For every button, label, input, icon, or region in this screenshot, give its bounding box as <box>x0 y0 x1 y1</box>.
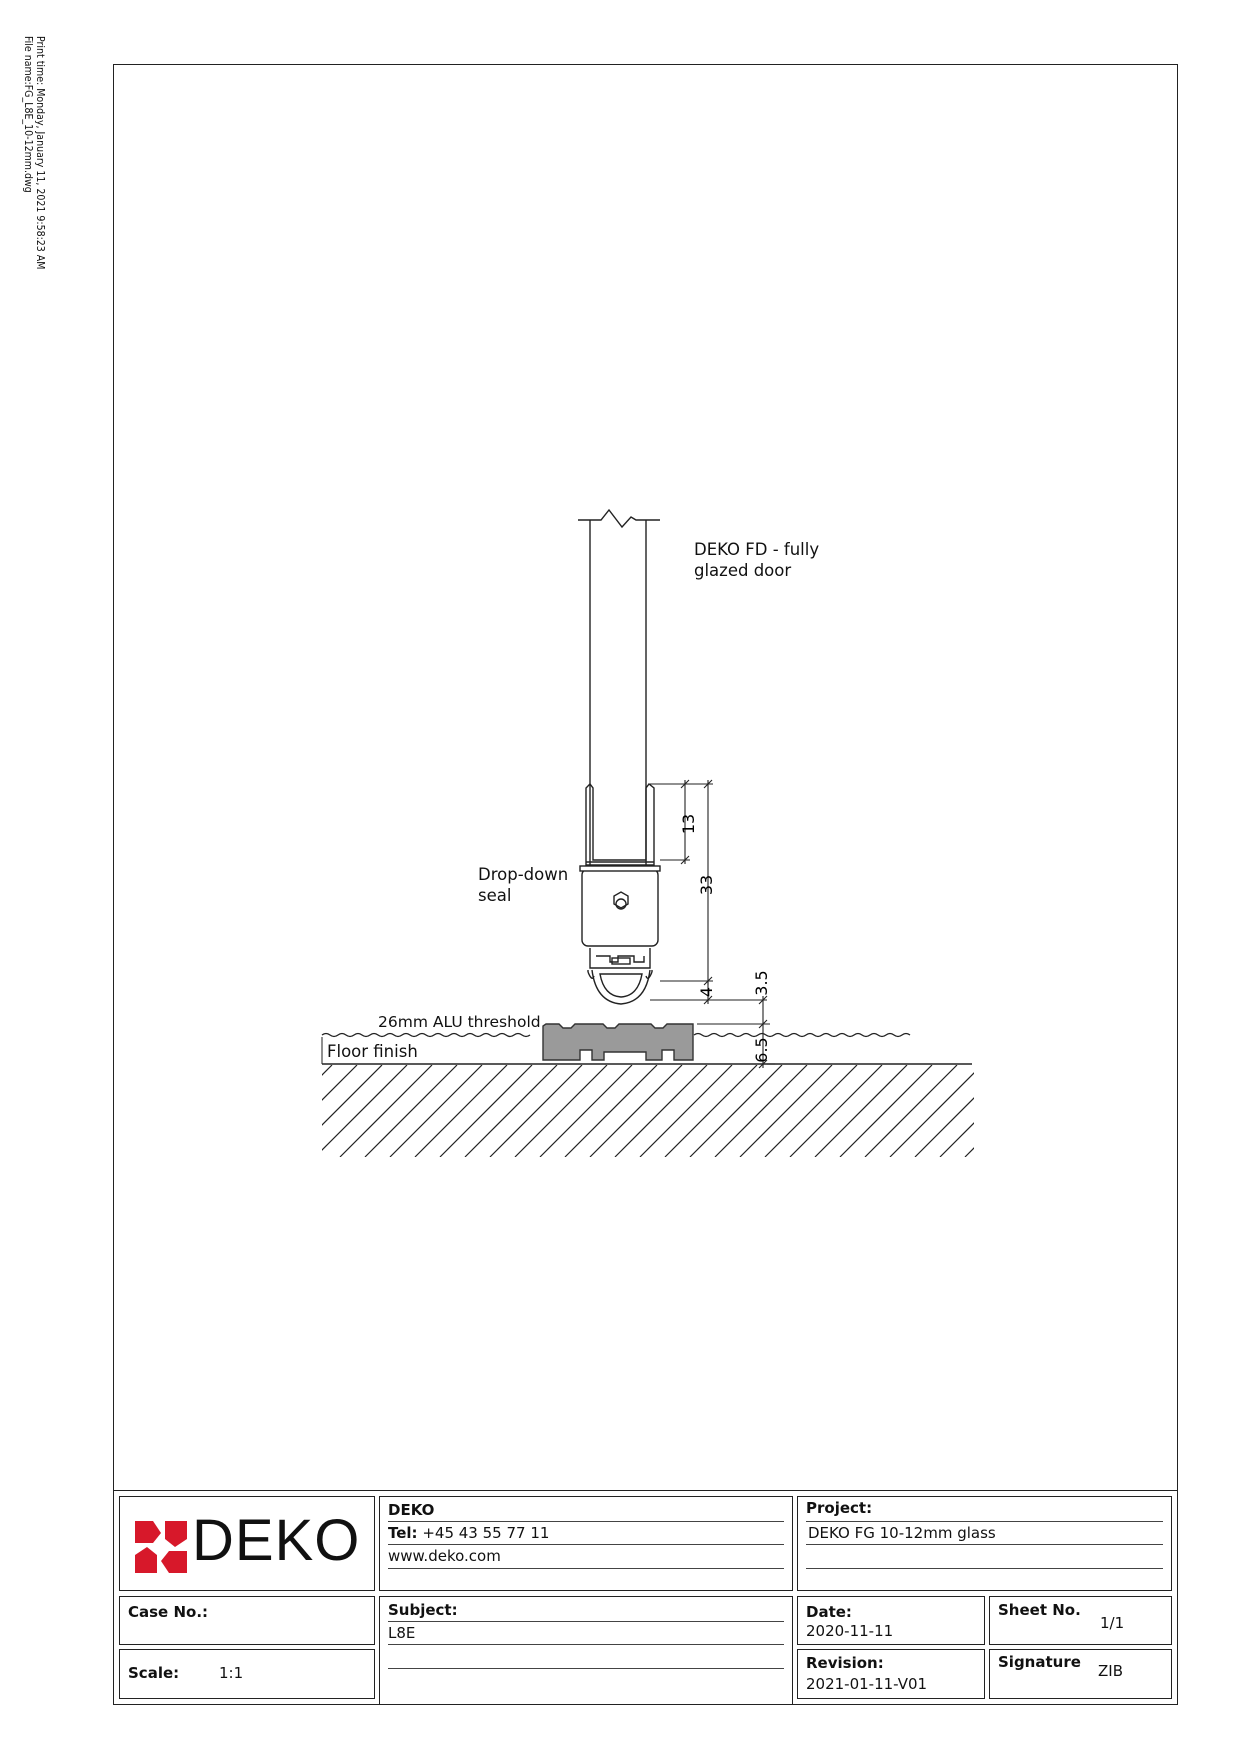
project-value: DEKO FG 10-12mm glass <box>808 1524 996 1542</box>
door-label <box>694 539 819 581</box>
subject-cell <box>379 1596 793 1705</box>
deko-logo-icon <box>135 1521 187 1573</box>
file-name-text: File name:FG_L8E_10-12mm.dwg <box>22 36 34 193</box>
subject-label: Subject: <box>388 1601 458 1619</box>
hatch-line <box>615 1065 707 1157</box>
signature-cell <box>989 1649 1172 1699</box>
revision-label: Revision: <box>806 1654 884 1672</box>
hatch-line <box>890 1065 982 1157</box>
phone-line <box>388 1524 549 1542</box>
alu-threshold <box>543 1024 693 1060</box>
door-label-line2: glazed door <box>694 561 792 580</box>
sheet-no-value: 1/1 <box>1100 1614 1125 1632</box>
hatch-line <box>790 1065 882 1157</box>
dim-13-text: 13 <box>679 813 698 835</box>
hatch-line <box>290 1065 382 1157</box>
hatch-line <box>465 1065 557 1157</box>
hatch-line <box>915 1065 1007 1157</box>
hatch-line <box>440 1065 532 1157</box>
hatch-line <box>1040 1065 1132 1157</box>
floor-finish-left <box>322 1034 530 1037</box>
hatch-line <box>565 1065 657 1157</box>
hatch-line <box>715 1065 807 1157</box>
hatch-line <box>415 1065 507 1157</box>
tel-label: Tel: <box>388 1524 418 1542</box>
hatch-line <box>590 1065 682 1157</box>
hatch-line <box>690 1065 782 1157</box>
print-time-text: Print time: Monday, January 11, 2021 9:58:23 AM <box>34 36 46 270</box>
sheet-no-cell <box>989 1596 1172 1645</box>
hatch-line <box>840 1065 932 1157</box>
hatch-line <box>265 1065 357 1157</box>
company-cell <box>379 1496 793 1591</box>
hatch-line <box>665 1065 757 1157</box>
hatch-line <box>365 1065 457 1157</box>
hatch-line <box>940 1065 1032 1157</box>
logo-text: DEKO <box>192 1508 361 1573</box>
date-label: Date: <box>806 1603 852 1621</box>
hatch-line <box>1015 1065 1107 1157</box>
case-no-cell <box>119 1596 375 1645</box>
signature-label: Signature <box>998 1653 1081 1671</box>
hatch-line <box>865 1065 957 1157</box>
hatch-line <box>540 1065 632 1157</box>
dim-3-5-text: 3.5 <box>752 970 771 996</box>
seal-label <box>478 864 568 906</box>
dim-4-text: 4 <box>697 986 716 998</box>
hatch-line <box>490 1065 582 1157</box>
project-cell <box>797 1496 1172 1591</box>
drop-down-seal <box>580 866 660 1004</box>
project-label: Project: <box>806 1499 873 1517</box>
hatch-line <box>740 1065 832 1157</box>
hatch-line <box>765 1065 857 1157</box>
logo-cell <box>119 1496 375 1591</box>
revision-value: 2021-01-11-V01 <box>806 1675 928 1693</box>
hatch-line <box>965 1065 1057 1157</box>
dim-33-text: 33 <box>697 874 716 896</box>
hatch-line <box>640 1065 732 1157</box>
subject-value: L8E <box>388 1624 416 1642</box>
floor-finish-label: Floor finish <box>327 1042 418 1061</box>
hatch-line <box>390 1065 482 1157</box>
tel-value: +45 43 55 77 11 <box>422 1524 550 1542</box>
glass-pane <box>590 520 646 866</box>
dim-6-5-text: 6.5 <box>752 1037 771 1063</box>
hatch-line <box>990 1065 1082 1157</box>
glass-channel <box>586 784 654 865</box>
scale-cell <box>119 1649 375 1699</box>
hatch-line <box>815 1065 907 1157</box>
company-name: DEKO <box>388 1501 435 1519</box>
door-label-line1: DEKO FD - fully <box>694 540 820 559</box>
case-no-label: Case No.: <box>128 1603 209 1621</box>
floor-hatch <box>240 1065 1132 1157</box>
hatch-line <box>340 1065 432 1157</box>
signature-value: ZIB <box>1098 1662 1123 1680</box>
seal-label-line2: seal <box>478 886 512 905</box>
seal-label-line1: Drop-down <box>478 865 569 884</box>
scale-value: 1:1 <box>219 1664 244 1682</box>
scale-label: Scale: <box>128 1664 180 1682</box>
website-link[interactable]: www.deko.com <box>388 1547 501 1565</box>
revision-cell <box>797 1649 985 1699</box>
hatch-line <box>515 1065 607 1157</box>
floor-finish-right <box>694 1034 910 1037</box>
date-cell <box>797 1596 985 1645</box>
sheet-no-label: Sheet No. <box>998 1601 1081 1619</box>
threshold-label: 26mm ALU threshold <box>378 1013 541 1031</box>
hatch-line <box>240 1065 332 1157</box>
date-value: 2020-11-11 <box>806 1622 894 1640</box>
hatch-line <box>315 1065 407 1157</box>
